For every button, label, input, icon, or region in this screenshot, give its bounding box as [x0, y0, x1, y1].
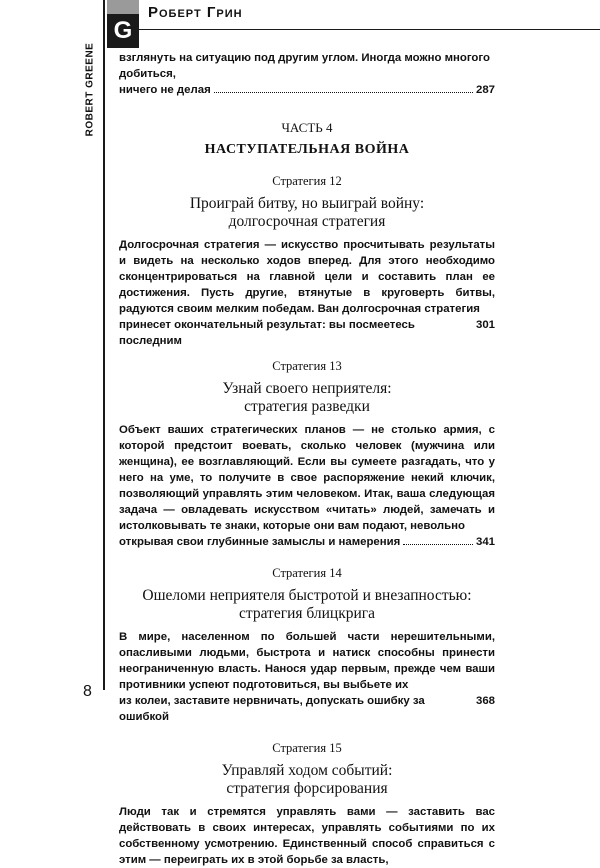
- intro-last-line: ничего не делая: [119, 84, 211, 96]
- strategy-13-label: Стратегия 13: [272, 359, 342, 373]
- strategy-14-title-line1: Ошеломи неприятеля быстротой и внезапностью:: [142, 587, 472, 604]
- strategy-12-toc-line: [119, 317, 495, 349]
- strategy-15-title-line2: стратегия форсирования: [226, 780, 388, 797]
- dot-leader: [403, 544, 473, 545]
- strategy-13-title-line1: Узнай своего неприятеля:: [222, 380, 392, 397]
- strategy-12-title-line1: Проиграй битву, но выиграй войну:: [189, 195, 425, 212]
- strategy-12-text: Долгосрочная стратегия — искусство просчитывать результаты и видеть на несколько ходов вперед. Для этого необходимо сконцентрироваться на главной цели и составить план ее достижения. Пусть другие, втянутые в круговерть битвы, радуются своим мелким победам. Ван долгосрочная стратегия: [119, 239, 495, 315]
- page-number: 8: [83, 683, 92, 700]
- part-label: ЧАСТЬ 4: [281, 120, 333, 135]
- running-head: Роберт Грин: [148, 4, 243, 21]
- strategy-14-page: 368: [475, 695, 495, 707]
- strategy-14-title-line2: стратегия блицкрига: [238, 605, 376, 622]
- header-rule: [139, 29, 600, 30]
- margin-rule: [103, 0, 105, 690]
- strategy-12-page: 301: [475, 319, 495, 331]
- strategy-12-label: Стратегия 12: [272, 174, 342, 188]
- logo-accent: [107, 0, 139, 14]
- strategy-14-text: В мире, населенном по большей части нерешительными, опасливыми людьми, быстрота и натиск способны принести неограниченную власть. Нанося удар первым, прежде чем ваши противники успеют подготовиться, вы выбьете их: [119, 631, 495, 691]
- strategy-15-title-line1: Управляй ходом событий:: [221, 762, 393, 779]
- intro-page: 287: [475, 84, 495, 96]
- part-title: НАСТУПАТЕЛЬНАЯ ВОЙНА: [204, 142, 410, 157]
- strategy-13-toc-line: [119, 534, 495, 550]
- strategy-15-label: Стратегия 15: [272, 741, 342, 755]
- page-content: [119, 50, 495, 868]
- side-label-text: ROBERT GREENE: [84, 42, 96, 137]
- strategy-13-title-line2: стратегия разведки: [244, 398, 370, 415]
- strategy-14-last-line: из колеи, заставите нервничать, допускать ошибку за ошибкой: [119, 695, 425, 723]
- strategy-13-page: 341: [475, 536, 495, 548]
- dot-leader: [214, 92, 473, 93]
- strategy-14-label: Стратегия 14: [272, 566, 342, 580]
- intro-toc-line: [119, 82, 495, 98]
- strategy-13-last-line: открывая свои глубинные замыслы и намерения: [119, 536, 401, 548]
- logo-letter: G: [107, 14, 139, 48]
- side-label: [80, 44, 100, 144]
- strategy-12-title-line2: долгосрочная стратегия: [228, 213, 386, 230]
- strategy-15-text: Люди так и стремятся управлять вами — заставить вас действовать в своих интересах, управлять событиями по их собственному усмотрению. Единственный способ справиться с этим — переиграть их в этой борьбе за власть,: [119, 806, 495, 866]
- strategy-12-last-line: принесет окончательный результат: вы посмеетесь последним: [119, 319, 415, 347]
- strategy-13-text: Объект ваших стратегических планов — не столько армия, с которой предстоит воевать, сколько человек (мужчина или женщина), ее возглавляющий. Если вы сумеете разгадать, что у него на уме, то получите в свое распоряжение некий ключик, позволяющий управлять этим человеком. Итак, ваша следующая задача — овладевать искусством «читать» людей, замечать и истолковывать те знаки, которые они вам подают, невольно: [119, 424, 495, 532]
- intro-line: взглянуть на ситуацию под другим углом. Иногда можно многого добиться,: [119, 52, 490, 80]
- strategy-14-toc-line: [119, 693, 495, 725]
